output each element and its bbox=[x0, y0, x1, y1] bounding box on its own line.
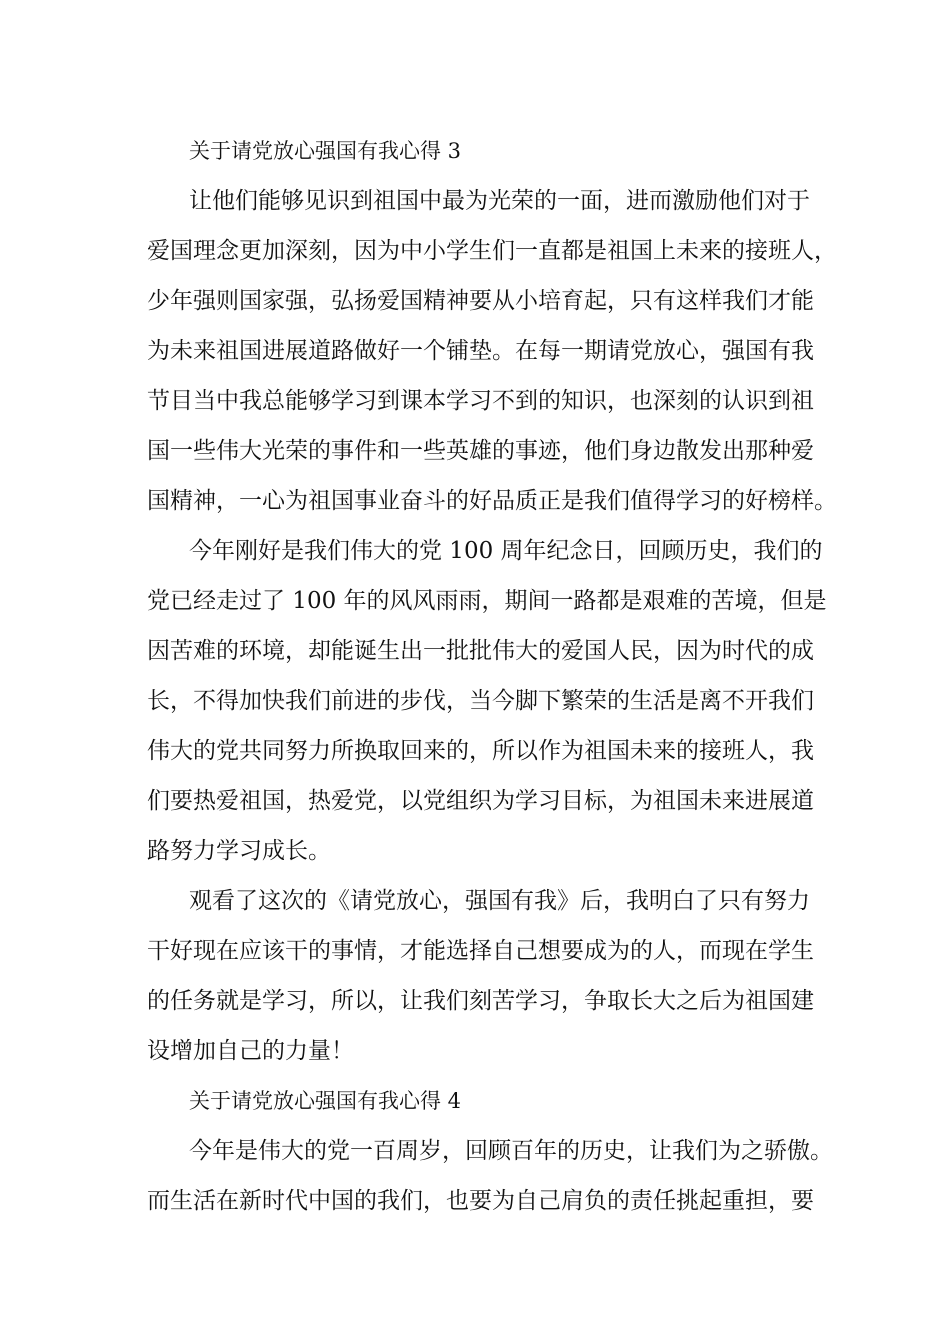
section-heading-4: 关于请党放心强国有我心得 4 bbox=[189, 1089, 462, 1113]
paragraph-4 bbox=[147, 1126, 833, 1226]
paragraph-1 bbox=[147, 176, 837, 526]
paragraph-line: 党已经走过了 100 年的风风雨雨，期间一路都是艰难的苦境，但是 bbox=[147, 588, 827, 614]
paragraph-line: 的任务就是学习，所以，让我们刻苦学习，争取长大之后为祖国建 bbox=[147, 988, 814, 1014]
paragraph-2 bbox=[147, 526, 827, 876]
paragraph-line: 伟大的党共同努力所换取回来的，所以作为祖国未来的接班人，我 bbox=[147, 738, 814, 764]
section-heading-3: 关于请党放心强国有我心得 3 bbox=[189, 139, 462, 163]
paragraph-line: 今年刚好是我们伟大的党 100 周年纪念日，回顾历史，我们的 bbox=[189, 538, 823, 564]
paragraph-line: 因苦难的环境，却能诞生出一批批伟大的爱国人民，因为时代的成 bbox=[147, 638, 814, 664]
paragraph-line: 干好现在应该干的事情，才能选择自己想要成为的人，而现在学生 bbox=[147, 938, 814, 964]
paragraph-3 bbox=[147, 876, 827, 1076]
paragraph-line: 让他们能够见识到祖国中最为光荣的一面，进而激励他们对于 bbox=[189, 188, 810, 214]
paragraph-line: 节目当中我总能够学习到课本学习不到的知识，也深刻的认识到祖 bbox=[147, 388, 814, 414]
paragraph-line: 为未来祖国进展道路做好一个铺垫。在每一期请党放心，强国有我 bbox=[147, 338, 814, 364]
document-body bbox=[147, 126, 837, 1226]
paragraph-line: 观看了这次的《请党放心，强国有我》后，我明白了只有努力 bbox=[189, 888, 810, 914]
paragraph-line: 们要热爱祖国，热爱党，以党组织为学习目标，为祖国未来进展道 bbox=[147, 788, 814, 814]
paragraph-line: 而生活在新时代中国的我们，也要为自己肩负的责任挑起重担，要 bbox=[147, 1188, 814, 1214]
paragraph-line: 爱国理念更加深刻，因为中小学生们一直都是祖国上未来的接班人， bbox=[147, 238, 837, 264]
paragraph-line: 路努力学习成长。 bbox=[147, 838, 331, 864]
paragraph-line: 今年是伟大的党一百周岁，回顾百年的历史，让我们为之骄傲。 bbox=[189, 1138, 833, 1164]
paragraph-line: 长，不得加快我们前进的步伐，当今脚下繁荣的生活是离不开我们 bbox=[147, 688, 814, 714]
paragraph-line: 国一些伟大光荣的事件和一些英雄的事迹，他们身边散发出那种爱 bbox=[147, 438, 814, 464]
paragraph-line: 国精神，一心为祖国事业奋斗的好品质正是我们值得学习的好榜样。 bbox=[147, 488, 837, 514]
paragraph-line: 设增加自己的力量！ bbox=[147, 1038, 354, 1064]
paragraph-line: 少年强则国家强，弘扬爱国精神要从小培育起，只有这样我们才能 bbox=[147, 288, 814, 314]
